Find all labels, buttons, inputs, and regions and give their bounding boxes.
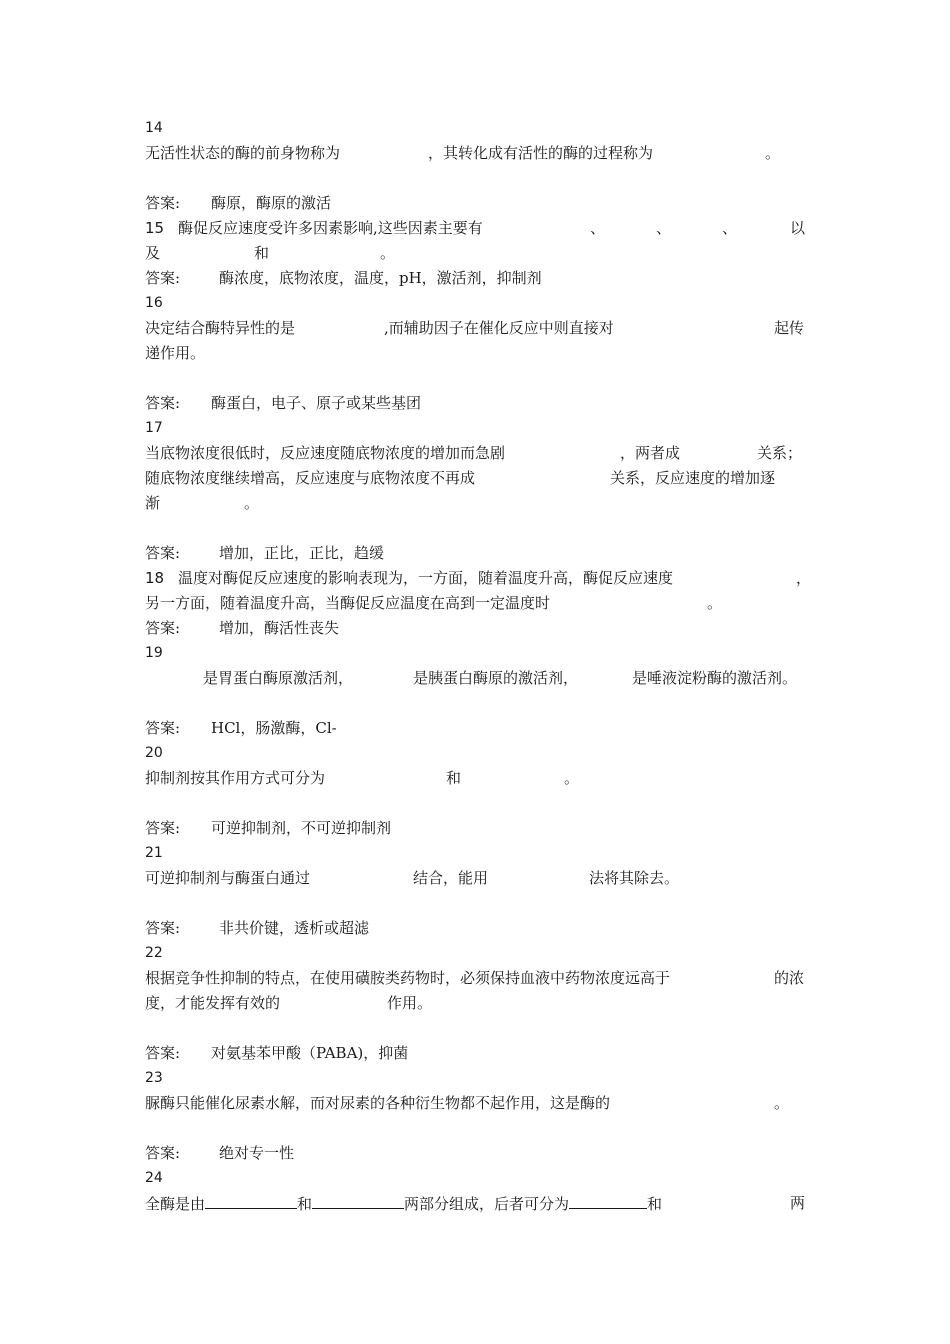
question-text: 。 <box>380 244 396 262</box>
question-text: 是唾液淀粉酶的激活剂。 <box>632 669 798 687</box>
question-text: 。 <box>774 1094 790 1112</box>
question-text: 渐 <box>145 494 161 512</box>
answer-label: 答案: <box>145 1044 181 1062</box>
question-line <box>145 1193 662 1214</box>
question-text: 是胃蛋白酶原激活剂， <box>203 669 354 687</box>
question-text: 、 <box>590 219 606 237</box>
question-number: 16 <box>145 295 163 311</box>
question-number: 20 <box>145 745 163 761</box>
answer-text: 增加，正比，正比，趋缓 <box>219 544 385 562</box>
question-number: 24 <box>145 1170 163 1186</box>
question-text: 关系； <box>757 444 803 462</box>
question-text: 两部分组成，后者可分为 <box>404 1195 570 1213</box>
answer-label: 答案: <box>145 819 181 837</box>
question-text: 及 <box>145 244 161 262</box>
question-text: 、 <box>656 219 672 237</box>
question-text: 和 <box>446 769 462 787</box>
question-number: 19 <box>145 645 163 661</box>
question-text: 。 <box>707 594 723 612</box>
answer-label: 答案: <box>145 544 181 562</box>
answer-text: 对氨基苯甲酸（PABA)，抑菌 <box>211 1044 409 1062</box>
answer-text: 酶蛋白，电子、原子或某些基团 <box>211 394 422 412</box>
answer-blank <box>312 1193 404 1209</box>
answer-line <box>145 818 391 838</box>
question-text: 结合，能用 <box>413 869 489 887</box>
question-number: 22 <box>145 945 163 961</box>
question-text: 。 <box>244 494 260 512</box>
answer-text: 增加，酶活性丧失 <box>219 619 340 637</box>
answer-line <box>145 393 421 413</box>
question-number: 17 <box>145 420 163 436</box>
answer-line <box>145 918 369 938</box>
question-text: 全酶是由 <box>145 1195 206 1213</box>
answer-line <box>145 543 384 563</box>
question-number: 15 <box>145 219 165 237</box>
answer-label: 答案: <box>145 394 181 412</box>
answer-line <box>145 1143 294 1163</box>
question-number: 21 <box>145 845 163 861</box>
question-text: 温度对酶促反应速度的影响表现为，一方面，随着温度升高，酶促反应速度 <box>178 569 674 587</box>
answer-blank <box>205 1193 297 1209</box>
question-text: 酶促反应速度受许多因素影响,这些因素主要有 <box>178 219 483 237</box>
question-text: 和 <box>254 244 270 262</box>
answer-line <box>145 618 339 638</box>
question-number: 18 <box>145 569 165 587</box>
question-text: 脲酶只能催化尿素水解，而对尿素的各种衍生物都不起作用，这是酶的 <box>145 1094 611 1112</box>
question-text: 可逆抑制剂与酶蛋白通过 <box>145 869 311 887</box>
question-text: 起传 <box>774 319 805 337</box>
question-text: 以 <box>790 219 806 237</box>
question-text: 和 <box>297 1195 313 1213</box>
question-number: 14 <box>145 120 163 136</box>
answer-label: 答案: <box>145 719 181 737</box>
answer-text: HCl，肠激酶，Cl- <box>211 719 337 737</box>
question-text: 关系，反应速度的增加逐 <box>610 469 776 487</box>
question-text: 、 <box>722 219 738 237</box>
question-text: 抑制剂按其作用方式可分为 <box>145 769 326 787</box>
answer-text: 可逆抑制剂，不可逆抑制剂 <box>211 819 392 837</box>
answer-label: 答案: <box>145 269 181 287</box>
question-text: 递作用。 <box>145 344 206 362</box>
answer-blank <box>569 1193 647 1209</box>
answer-line <box>145 1043 408 1063</box>
question-text: 。 <box>564 769 580 787</box>
answer-text: 非共价键，透析或超滤 <box>219 919 370 937</box>
answer-text: 酶浓度，底物浓度，温度，pH，激活剂，抑制剂 <box>219 269 542 287</box>
question-text: ， <box>796 569 812 587</box>
answer-label: 答案: <box>145 1144 181 1162</box>
question-text: 和 <box>647 1195 663 1213</box>
question-text: 无活性状态的酶的前身物称为 <box>145 144 341 162</box>
question-text: 。 <box>765 144 781 162</box>
question-text: 是胰蛋白酶原的激活剂， <box>413 669 579 687</box>
question-text: 根据竞争性抑制的特点，在使用磺胺类药物时，必须保持血液中药物浓度远高于 <box>145 969 671 987</box>
question-text: 随底物浓度继续增高，反应速度与底物浓度不再成 <box>145 469 476 487</box>
answer-line <box>145 268 542 288</box>
answer-label: 答案: <box>145 619 181 637</box>
answer-label: 答案: <box>145 919 181 937</box>
question-text: 作用。 <box>387 994 433 1012</box>
question-text: 的浓 <box>774 969 805 987</box>
answer-line <box>145 718 337 738</box>
answer-label: 答案: <box>145 194 181 212</box>
question-text: 当底物浓度很低时，反应速度随底物浓度的增加而急剧 <box>145 444 506 462</box>
answer-line <box>145 193 331 213</box>
question-text: ，两者成 <box>620 444 681 462</box>
question-text: 另一方面，随着温度升高，当酶促反应温度在高到一定温度时 <box>145 594 551 612</box>
question-text: ,而辅助因子在催化反应中则直接对 <box>384 319 614 337</box>
question-text: 两 <box>790 1194 806 1212</box>
question-text: 法将其除去。 <box>589 869 680 887</box>
answer-text: 绝对专一性 <box>219 1144 295 1162</box>
question-number: 23 <box>145 1070 163 1086</box>
question-text: 度，才能发挥有效的 <box>145 994 281 1012</box>
answer-text: 酶原，酶原的激活 <box>211 194 332 212</box>
question-text: 决定结合酶特异性的是 <box>145 319 296 337</box>
question-text: ，其转化成有活性的酶的过程称为 <box>428 144 654 162</box>
